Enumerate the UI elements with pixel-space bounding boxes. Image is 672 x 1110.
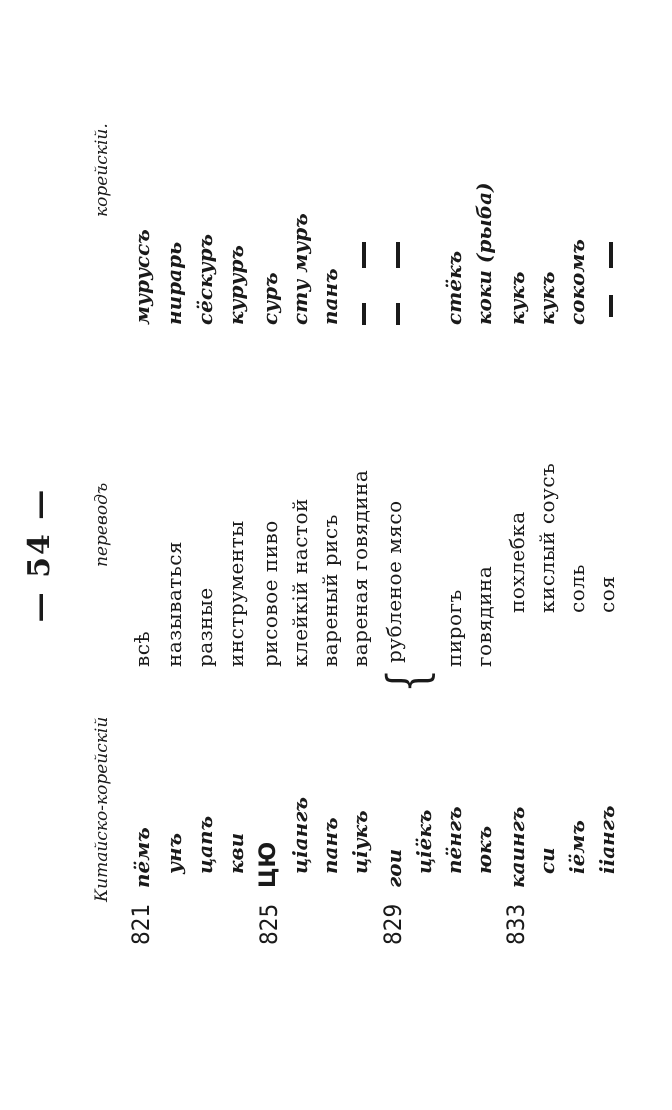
table-row — [379, 0, 414, 1110]
table-row — [193, 0, 225, 1110]
table-row — [442, 0, 474, 1110]
entry-number: 829 — [379, 903, 407, 945]
sino-korean-word: юкъ — [472, 825, 496, 874]
translation-text: называться — [162, 540, 186, 667]
korean-word: кукъ — [505, 271, 529, 325]
table-row — [162, 0, 194, 1110]
sino-korean-word: кви — [224, 832, 248, 874]
translation-text: соя — [595, 575, 619, 613]
grouping-brace: { — [376, 668, 439, 693]
korean-word: муруссъ — [130, 229, 154, 325]
header-korean: корейскій. — [92, 123, 112, 217]
translation-text: клейкiй настой — [288, 498, 312, 667]
dash-mark — [609, 242, 613, 268]
translation-text: похлебка — [505, 511, 529, 613]
translation-text: всѣ — [130, 630, 154, 667]
sino-korean-word: цiангъ — [288, 797, 312, 874]
table-row — [595, 0, 627, 1110]
sino-korean-word: каингъ — [505, 806, 529, 888]
korean-word: нирарь — [162, 241, 186, 325]
sino-korean-word: iёмъ — [565, 820, 589, 874]
sino-korean-word: цапъ — [193, 815, 217, 874]
korean-word: суръ — [258, 272, 282, 325]
translation-text: разные — [193, 587, 217, 667]
korean-word: сту муръ — [288, 213, 312, 325]
translation-text: соль — [565, 564, 589, 613]
sino-korean-word: унъ — [162, 832, 186, 874]
translation-text: говядина — [472, 565, 496, 667]
translation-text: пирогъ — [442, 589, 466, 667]
translation-text: вареная говядина — [348, 469, 372, 667]
table-row — [318, 0, 350, 1110]
sino-korean-word: цiукъ — [348, 810, 372, 874]
sino-korean-word: пёнгъ — [442, 806, 466, 874]
translation-text: рисовое пиво — [258, 520, 282, 667]
translation-text: рубленое мясо — [382, 500, 406, 663]
page-number: — 54 — — [22, 487, 57, 623]
korean-word: стёкъ — [442, 250, 466, 325]
table-row — [224, 0, 256, 1110]
korean-word: куруръ — [224, 245, 248, 325]
korean-word: панъ — [318, 268, 342, 325]
korean-word: коки (рыба) — [472, 182, 496, 325]
table-row — [472, 0, 504, 1110]
sino-korean-word: си — [535, 847, 559, 874]
table-row — [565, 0, 597, 1110]
sino-korean-word: ЦЮ — [256, 841, 281, 888]
header-translation: переводъ — [92, 482, 112, 567]
entry-number: 833 — [502, 903, 530, 945]
translation-text: вареный рисъ — [318, 514, 342, 667]
korean-word: сокомъ — [565, 239, 589, 325]
korean-word: сёскуръ — [193, 233, 217, 325]
table-row — [502, 0, 537, 1110]
translation-text: инструменты — [224, 520, 248, 667]
translation-text: кислый соусъ — [535, 462, 559, 613]
table-row — [255, 0, 290, 1110]
header-sino-korean: Китайско-корейскій — [92, 716, 112, 902]
table-row — [412, 0, 444, 1110]
table-row — [127, 0, 162, 1110]
sino-korean-word: панъ — [318, 817, 342, 874]
dash-mark — [609, 295, 613, 317]
entry-number: 825 — [255, 903, 283, 945]
table-row — [288, 0, 320, 1110]
sino-korean-word: iiангъ — [595, 805, 619, 874]
dash-mark — [396, 303, 400, 325]
dash-mark — [396, 242, 400, 268]
sino-korean-word: цiёкъ — [412, 809, 436, 874]
dash-mark — [362, 303, 366, 325]
dash-mark — [362, 242, 366, 268]
table-row — [348, 0, 380, 1110]
sino-korean-word: пёмъ — [130, 827, 154, 888]
sino-korean-word: гои — [382, 848, 406, 888]
entry-number: 821 — [127, 903, 155, 945]
table-row — [535, 0, 567, 1110]
korean-word: кукъ — [535, 271, 559, 325]
